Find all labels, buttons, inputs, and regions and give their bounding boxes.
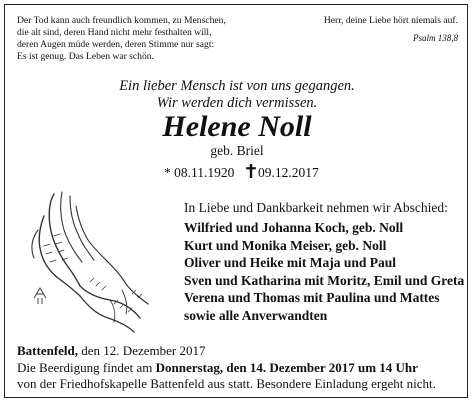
place-date-line: [17, 343, 205, 359]
birth-date: * 08.11.1920: [164, 165, 235, 180]
death-date: 09.12.2017: [258, 165, 319, 180]
funeral-prefix: Die Beerdigung findet am: [17, 360, 156, 375]
intro-line-2: Wir werden dich vermissen.: [156, 95, 318, 111]
funeral-line-2: von der Friedhofskapelle Battenfeld aus statt. Besondere Einladung ergeht nicht.: [17, 376, 436, 391]
mourners-list: [184, 219, 464, 325]
maiden-name: geb. Briel: [210, 143, 264, 158]
place-date: den 12. Dezember 2017: [81, 343, 206, 358]
funeral-datetime: Donnerstag, den 14. Dezember 2017 um 14 Uhr: [155, 360, 418, 375]
psalm-quote: Herr, deine Liebe hört niemals auf.: [323, 15, 458, 26]
poem-line: die alt sind, deren Hand nicht mehr festhalten will,: [17, 27, 212, 38]
mourner-line: Wilfried und Johanna Koch, geb. Noll: [184, 220, 404, 235]
poem-line: Der Tod kann auch freundlich kommen, zu Menschen,: [17, 15, 226, 26]
poem-line: deren Augen müde werden, deren Stimme nur sagt:: [17, 39, 215, 50]
mourner-line: Oliver und Heike mit Maja und Paul: [184, 255, 397, 271]
intro-line-1: Ein lieber Mensch ist von uns gegangen.: [119, 78, 355, 94]
psalm-reference: Psalm 138,8: [413, 33, 458, 43]
praying-hands-illustration: [14, 186, 162, 336]
poem-line: Es ist genug. Das Leben war schön.: [17, 51, 154, 62]
poem: [17, 15, 226, 63]
mourner-line: Verena und Thomas mit Paulina und Mattes: [184, 290, 440, 306]
farewell-text: In Liebe und Dankbarkeit nehmen wir Abschied:: [184, 200, 448, 215]
mourner-line: Kurt und Monika Meiser, geb. Noll: [184, 237, 387, 253]
mourner-line: sowie alle Anverwandten: [184, 307, 328, 323]
mourner-line: Sven und Katharina mit Moritz, Emil und Greta: [184, 272, 465, 288]
intro-text: [0, 78, 474, 112]
funeral-line-1: [17, 360, 418, 376]
place-name: Battenfeld,: [17, 343, 79, 358]
deceased-name: Helene Noll: [162, 110, 312, 143]
cross-icon: [244, 163, 258, 179]
